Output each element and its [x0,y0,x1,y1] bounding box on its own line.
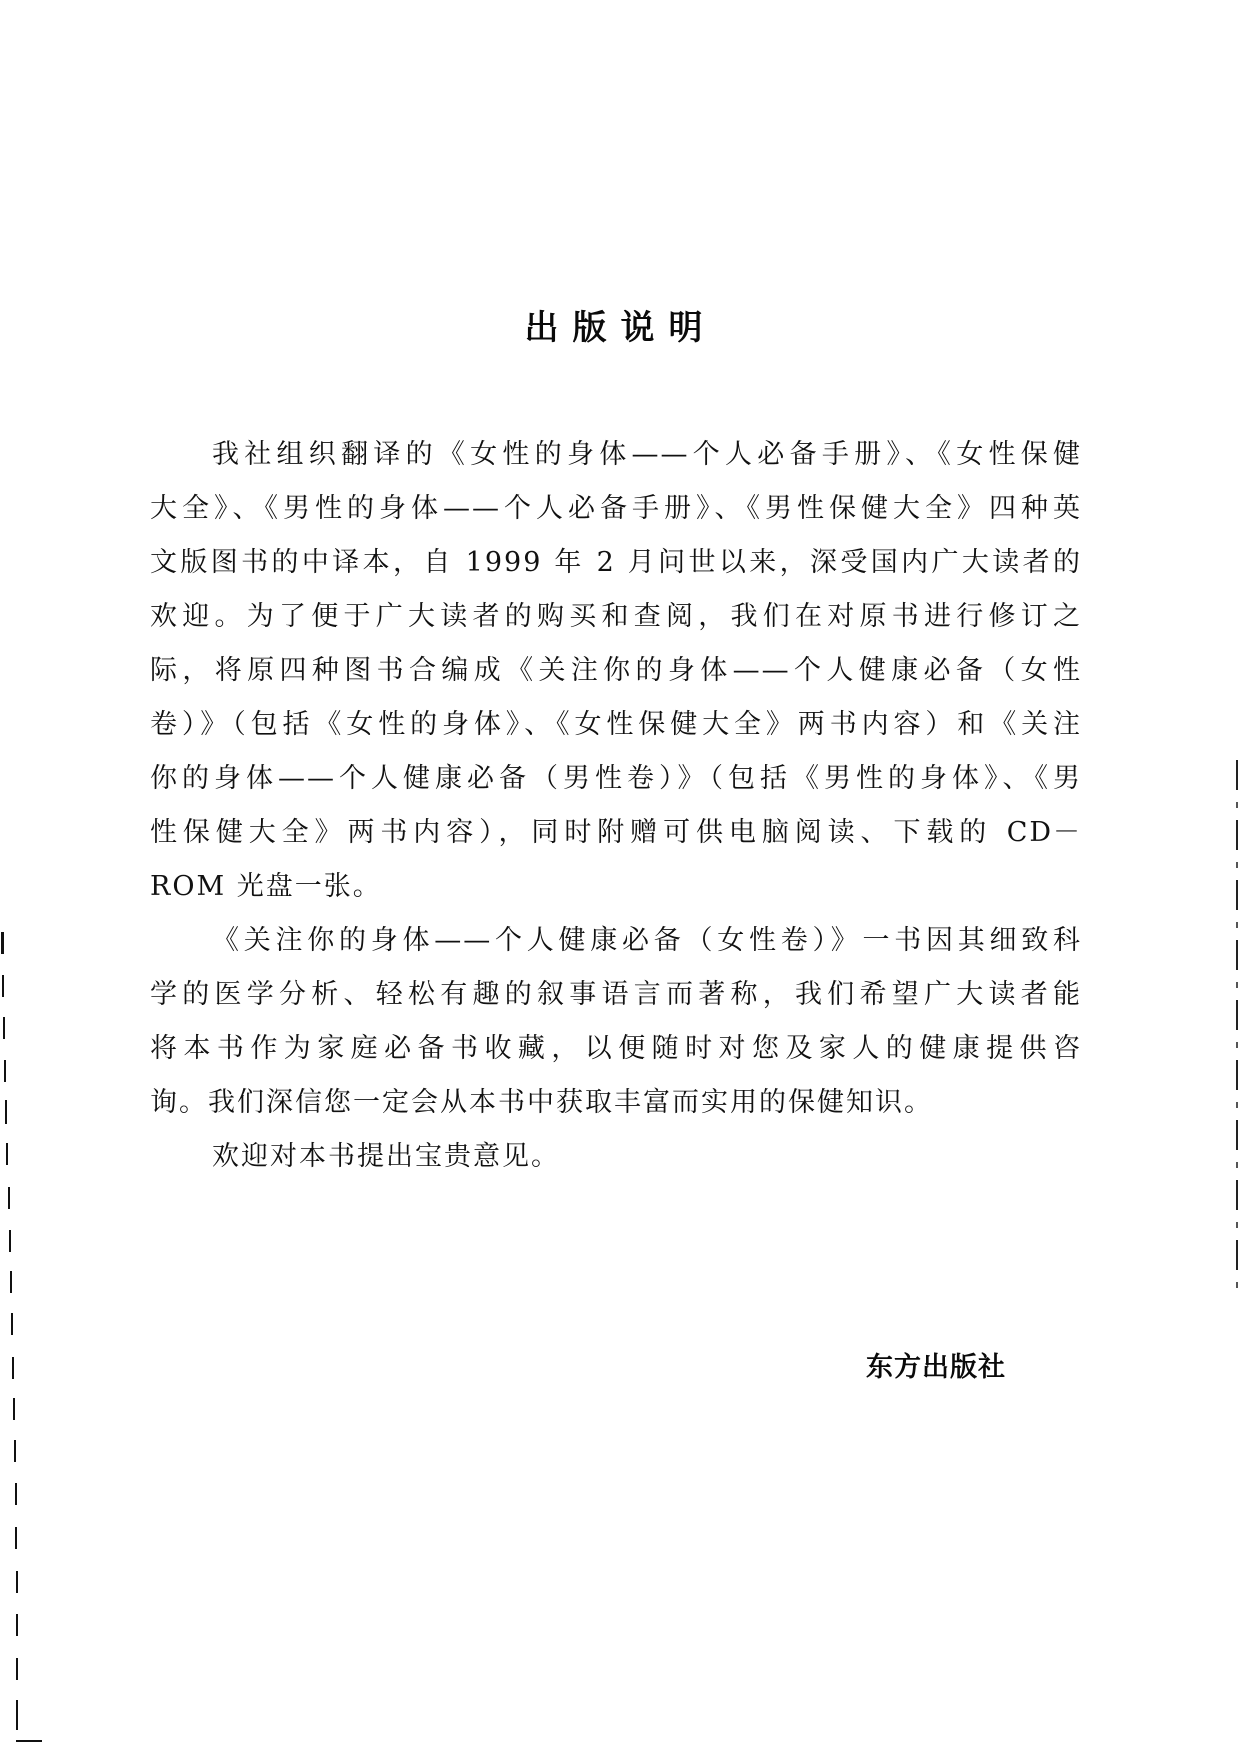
scan-mark [2,975,4,997]
scan-mark [16,1658,18,1680]
scan-mark [15,1527,17,1549]
text-line: 你的身体——个人健康必备（男性卷）》（包括《男性的身体》、《男 [150,763,1082,794]
text-line: 大全》、《男性的身体——个人必备手册》、《男性保健大全》四种英 [150,493,1082,524]
text-line: 《关注你的身体——个人健康必备（女性卷）》一书因其细致科 [212,925,1082,956]
scan-mark [5,1100,7,1124]
scan-mark [14,1440,16,1462]
text-line: 卷）》（包括《女性的身体》、《女性保健大全》两书内容）和《关注 [150,709,1082,740]
scan-mark [4,1060,6,1082]
scan-mark [13,1398,15,1420]
scan-mark [6,1143,8,1165]
text-line: 欢迎对本书提出宝贵意见。 [212,1141,560,1172]
scan-edge-right [1236,760,1238,1300]
text-line: 际，将原四种图书合编成《关注你的身体——个人健康必备（女性 [150,655,1082,686]
paragraph-2 [150,914,1082,1130]
scan-mark [9,1230,11,1252]
scan-mark [16,1571,18,1593]
scan-mark [8,1187,10,1209]
scan-mark [16,1700,18,1730]
scan-mark [15,1483,17,1505]
paragraph-1 [150,428,1082,914]
publisher-signature: 东方出版社 [866,1352,1006,1383]
scan-mark [3,1017,5,1039]
publication-note-body [150,428,1082,1184]
scan-mark [16,1614,18,1636]
scan-mark [1,932,4,954]
text-line: 我社组织翻译的《女性的身体——个人必备手册》、《女性保健 [212,439,1082,470]
paragraph-3 [150,1130,1082,1184]
text-line: 性保健大全》两书内容），同时附赠可供电脑阅读、下载的 CD－ [150,817,1082,848]
text-line: 将本书作为家庭必备书收藏，以便随时对您及家人的健康提供咨 [150,1033,1082,1064]
scan-mark [16,1740,42,1742]
scan-mark [10,1271,12,1293]
text-line: 文版图书的中译本，自 1999 年 2 月问世以来，深受国内广大读者的 [150,547,1082,578]
text-line: ROM 光盘一张。 [150,871,382,902]
page-title: 出版说明 [524,308,717,348]
scan-mark [11,1313,13,1335]
text-line: 询。我们深信您一定会从本书中获取丰富而实用的保健知识。 [150,1087,933,1118]
text-line: 欢迎。为了便于广大读者的购买和查阅，我们在对原书进行修订之 [150,601,1082,632]
text-line: 学的医学分析、轻松有趣的叙事语言而著称，我们希望广大读者能 [150,979,1082,1010]
scan-mark [12,1357,14,1379]
